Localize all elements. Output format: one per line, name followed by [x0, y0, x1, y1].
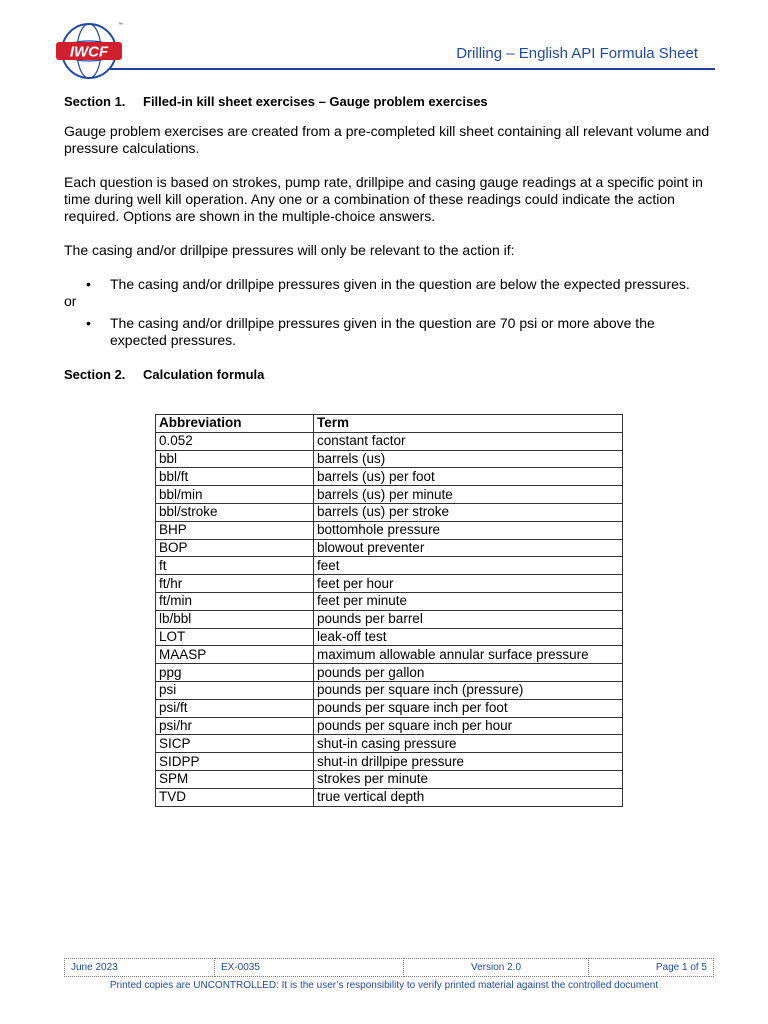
abbreviation-cell: bbl/ft — [156, 468, 314, 486]
term-cell: feet — [314, 557, 623, 575]
table-row — [156, 753, 623, 771]
table-row — [156, 699, 623, 717]
footer-date: June 2023 — [65, 959, 215, 977]
table-body — [156, 432, 623, 806]
abbreviation-cell: psi/hr — [156, 717, 314, 735]
abbreviation-cell: ft/min — [156, 592, 314, 610]
footer-page-number: Page 1 of 5 — [589, 959, 714, 977]
term-cell: blowout preventer — [314, 539, 623, 557]
table-row — [156, 557, 623, 575]
abbreviation-cell: bbl — [156, 450, 314, 468]
abbreviation-cell: TVD — [156, 788, 314, 806]
term-cell: shut-in casing pressure — [314, 735, 623, 753]
footer-table — [64, 958, 714, 977]
abbreviation-cell: SIDPP — [156, 753, 314, 771]
term-cell: barrels (us) per minute — [314, 486, 623, 504]
term-cell: feet per hour — [314, 575, 623, 593]
abbreviation-cell: psi — [156, 681, 314, 699]
term-cell: true vertical depth — [314, 788, 623, 806]
term-cell: barrels (us) per stroke — [314, 503, 623, 521]
table-row — [156, 486, 623, 504]
table-row — [156, 539, 623, 557]
section1-title: Filled-in kill sheet exercises – Gauge problem exercises — [143, 94, 488, 109]
table-row — [156, 450, 623, 468]
abbreviation-cell: ft — [156, 557, 314, 575]
term-cell: leak-off test — [314, 628, 623, 646]
section2-heading — [64, 367, 714, 382]
term-cell: barrels (us) — [314, 450, 623, 468]
table-row — [156, 610, 623, 628]
or-text: or — [64, 293, 77, 309]
term-cell: pounds per square inch (pressure) — [314, 681, 623, 699]
table-header-row — [156, 415, 623, 433]
table-row — [156, 628, 623, 646]
condition-above-expected: • The casing and/or drillpipe pressures given in the question are 70 psi or more above the expected pressures. — [64, 315, 714, 349]
section1-paragraph-2: Each question is based on strokes, pump rate, drillpipe and casing gauge readings at a specific point in time during well kill operation. Any one or a combination of these readings could indicate the action required. Options are shown in the multiple-choice answers. — [64, 174, 703, 224]
table-row — [156, 432, 623, 450]
abbreviation-cell: bbl/min — [156, 486, 314, 504]
section1-heading — [64, 94, 714, 109]
page-content — [64, 94, 714, 396]
section1-number: Section 1. — [64, 94, 126, 109]
table-row — [156, 681, 623, 699]
abbreviation-cell: LOT — [156, 628, 314, 646]
section2-number: Section 2. — [64, 367, 126, 382]
abbreviation-cell: SICP — [156, 735, 314, 753]
logo-text: IWCF — [69, 43, 109, 61]
term-cell: pounds per gallon — [314, 664, 623, 682]
abbreviation-cell: ft/hr — [156, 575, 314, 593]
term-cell: constant factor — [314, 432, 623, 450]
table-row — [156, 592, 623, 610]
header-title: Drilling – English API Formula Sheet — [456, 45, 698, 62]
table-row — [156, 735, 623, 753]
abbreviation-cell: bbl/stroke — [156, 503, 314, 521]
section1-paragraph-3: The casing and/or drillpipe pressures will only be relevant to the action if: — [64, 242, 515, 258]
term-cell: maximum allowable annular surface pressure — [314, 646, 623, 664]
table-row — [156, 646, 623, 664]
abbreviation-cell: BHP — [156, 521, 314, 539]
condition-list-1 — [64, 276, 714, 293]
table-row — [156, 664, 623, 682]
abbreviation-cell: 0.052 — [156, 432, 314, 450]
term-cell: shut-in drillpipe pressure — [314, 753, 623, 771]
term-cell: pounds per barrel — [314, 610, 623, 628]
abbreviation-table — [155, 414, 623, 807]
term-cell: strokes per minute — [314, 770, 623, 788]
iwcf-logo — [54, 18, 124, 84]
condition-list-2 — [64, 315, 714, 349]
abbreviation-cell: MAASP — [156, 646, 314, 664]
abbreviation-cell: SPM — [156, 770, 314, 788]
term-cell: barrels (us) per foot — [314, 468, 623, 486]
footer-version: Version 2.0 — [404, 959, 589, 977]
header-abbreviation: Abbreviation — [156, 415, 314, 433]
term-cell: feet per minute — [314, 592, 623, 610]
svg-text:™: ™ — [118, 22, 123, 28]
table-row — [156, 468, 623, 486]
section1-paragraph-1: Gauge problem exercises are created from a pre-completed kill sheet containing all relevant volume and pressure calculations. — [64, 123, 710, 156]
footer-doc-id: EX-0035 — [215, 959, 404, 977]
table-row — [156, 717, 623, 735]
table-row — [156, 521, 623, 539]
term-cell: pounds per square inch per hour — [314, 717, 623, 735]
table-row — [156, 788, 623, 806]
footer-uncontrolled-note: Printed copies are UNCONTROLLED: It is the user’s responsibility to verify printed material against the controlled document — [109, 980, 659, 991]
section2-title: Calculation formula — [143, 367, 265, 382]
table-row — [156, 503, 623, 521]
table-row — [156, 575, 623, 593]
term-cell: bottomhole pressure — [314, 521, 623, 539]
table-row — [156, 770, 623, 788]
header-divider — [110, 68, 715, 70]
condition-below-expected: • The casing and/or drillpipe pressures given in the question are below the expected pressures. — [64, 276, 714, 293]
abbreviation-cell: BOP — [156, 539, 314, 557]
header-term: Term — [314, 415, 623, 433]
abbreviation-cell: ppg — [156, 664, 314, 682]
abbreviation-cell: lb/bbl — [156, 610, 314, 628]
abbreviation-cell: psi/ft — [156, 699, 314, 717]
term-cell: pounds per square inch per foot — [314, 699, 623, 717]
